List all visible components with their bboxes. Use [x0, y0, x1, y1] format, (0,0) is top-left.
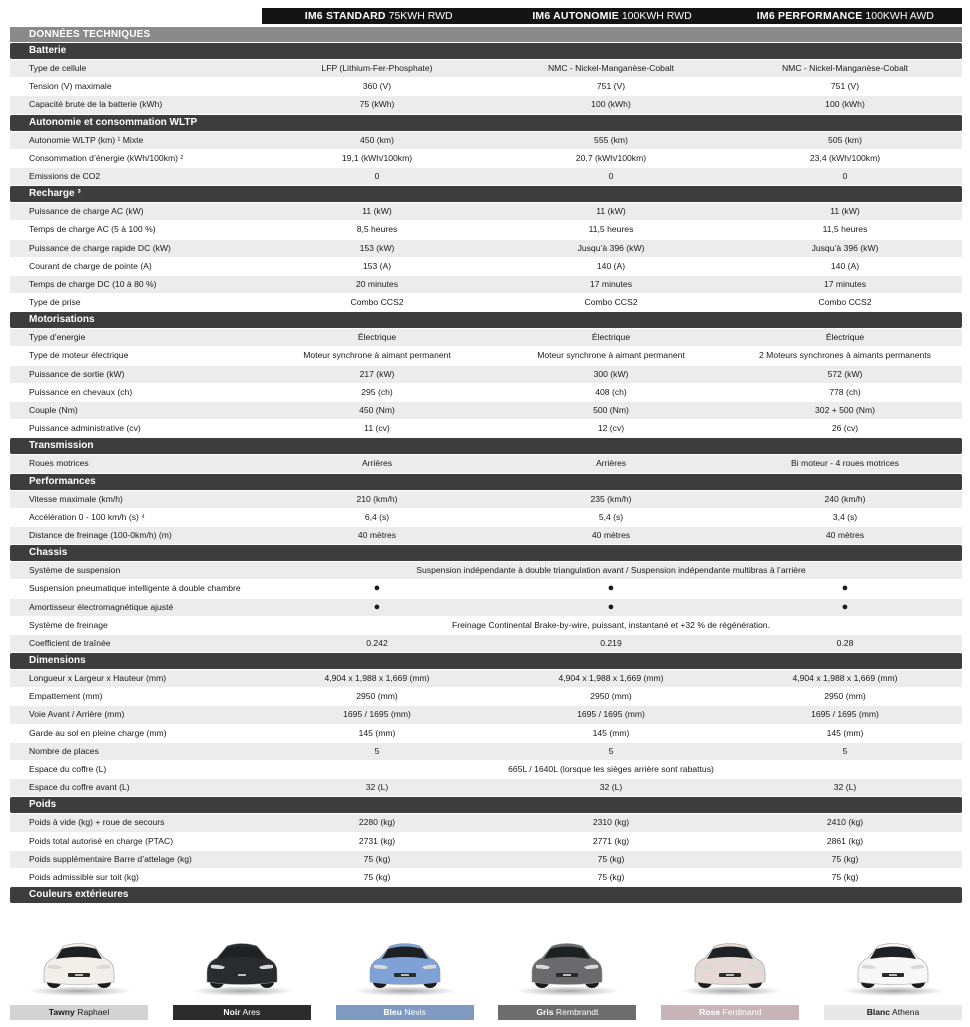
color-name: Rose	[699, 1007, 721, 1017]
spec-value: 0.219	[600, 637, 622, 648]
spec-label: Puissance de charge rapide DC (kW)	[29, 242, 171, 253]
color-option	[10, 928, 148, 1023]
spec-row	[10, 347, 962, 364]
spec-label: Roues motrices	[29, 458, 89, 469]
color-finish-name: Ferdinand	[722, 1007, 762, 1017]
color-label	[661, 1005, 799, 1020]
spec-label: Type de prise	[29, 297, 81, 308]
spec-value: 75 (kg)	[363, 853, 391, 864]
spec-label: Garde au sol en pleine charge (mm)	[29, 727, 167, 738]
spec-row	[10, 743, 962, 760]
spec-value: Moteur synchrone à aimant permanent	[303, 350, 451, 361]
spec-row	[10, 580, 962, 597]
spec-value: 4,904 x 1,988 x 1,669 (mm)	[558, 673, 664, 684]
feature-dot-icon: ●	[373, 600, 381, 613]
spec-row	[10, 617, 962, 634]
spec-row	[10, 132, 962, 149]
feature-dot-icon: ●	[607, 582, 615, 595]
spec-value: 0	[842, 170, 848, 181]
spec-value: Bi moteur - 4 roues motrices	[791, 458, 899, 469]
section-header: Performances	[10, 474, 962, 490]
spec-label: Puissance en chevaux (ch)	[29, 386, 133, 397]
spec-label: Amortisseur électromagnétique ajusté	[29, 601, 174, 612]
spec-label: Distance de freinage (100-0km/h) (m)	[29, 529, 172, 540]
spec-value: Combo CCS2	[584, 297, 638, 308]
spec-label: Suspension pneumatique intelligente à double chambre	[29, 583, 241, 594]
spec-value: 19,1 (kWh/100km)	[341, 152, 413, 163]
color-option	[336, 928, 474, 1023]
spec-row	[10, 761, 962, 778]
section-header: Autonomie et consommation WLTP	[10, 115, 962, 131]
spec-value: 11 (kW)	[362, 206, 392, 217]
spec-label: Couple (Nm)	[29, 405, 78, 415]
spec-value-shared: Suspension indépendante à double triangulation avant / Suspension indépendante multibras à l’arrière	[416, 565, 806, 576]
spec-row	[10, 527, 962, 544]
spec-value: 32 (L)	[599, 782, 623, 793]
spec-table	[10, 27, 962, 904]
spec-label: Temps de charge AC (5 à 100 %)	[29, 224, 156, 235]
spec-value: Électrique	[591, 332, 631, 343]
spec-row	[10, 60, 962, 77]
model-standard: IM6 STANDARD 75KWH RWD	[304, 10, 453, 22]
spec-label: Autonomie WLTP (km) ¹ Mixte	[29, 134, 144, 145]
spec-label: Type de cellule	[29, 63, 87, 73]
model-performance: IM6 PERFORMANCE 100KWH AWD	[756, 10, 934, 22]
spec-label: Poids total autorisé en charge (PTAC)	[29, 835, 174, 846]
spec-value: 240 (km/h)	[824, 493, 866, 504]
spec-row	[10, 366, 962, 383]
spec-label: Capacité brute de la batterie (kWh)	[29, 99, 163, 110]
spec-value: 20,7 (kWh/100km)	[575, 152, 647, 163]
spec-value: NMC - Nickel-Manganèse-Cobalt	[547, 63, 675, 73]
spec-value: 17 minutes	[823, 278, 867, 289]
spec-value-shared: 665L / 1640L (lorsque les sièges arrière sont rabattus)	[508, 764, 714, 774]
spec-value: 0.28	[836, 637, 854, 648]
section-header: Dimensions	[10, 653, 962, 669]
car-image-icon	[201, 938, 283, 990]
spec-value: 235 (km/h)	[590, 493, 632, 504]
exterior-colors	[10, 928, 962, 1023]
spec-row	[10, 851, 962, 868]
spec-value: 5	[374, 745, 380, 756]
spec-value: 100 (kWh)	[591, 99, 631, 110]
spec-value: 2771 (kg)	[592, 835, 630, 846]
spec-row	[10, 706, 962, 723]
car-image-icon	[526, 938, 608, 990]
color-name: Gris	[536, 1007, 554, 1017]
spec-value: 210 (km/h)	[356, 493, 398, 504]
color-label	[498, 1005, 636, 1020]
spec-value: 408 (ch)	[595, 386, 627, 397]
spec-value: Combo CCS2	[818, 297, 872, 308]
spec-row	[10, 221, 962, 238]
spec-label: Vitesse maximale (km/h)	[29, 493, 123, 504]
spec-value: 40 mètres	[357, 529, 397, 540]
spec-value: 145 (mm)	[826, 727, 864, 738]
spec-row	[10, 833, 962, 850]
spec-value: 2861 (kg)	[826, 835, 864, 846]
spec-value: 450 (Nm)	[359, 405, 395, 415]
spec-value: 8,5 heures	[356, 224, 398, 235]
spec-row	[10, 240, 962, 257]
spec-value: 5,4 (s)	[598, 511, 624, 522]
spec-value: 2950 (mm)	[356, 691, 398, 702]
spec-value: 4,904 x 1,988 x 1,669 (mm)	[792, 673, 898, 684]
spec-value: 75 (kg)	[597, 853, 625, 864]
spec-label: Poids admissible sur toit (kg)	[29, 871, 139, 882]
spec-value: 505 (km)	[828, 134, 862, 145]
spec-label: Poids supplémentaire Barre d’attelage (kg)	[29, 853, 192, 864]
color-finish-name: Ares	[242, 1007, 261, 1017]
car-image-icon	[364, 938, 446, 990]
spec-value: 6,4 (s)	[364, 511, 390, 522]
spec-label: Voie Avant / Arrière (mm)	[29, 709, 125, 720]
spec-value: 2410 (kg)	[826, 817, 864, 828]
spec-value: 11 (kW)	[830, 206, 860, 217]
spec-label: Consommation d’énergie (kWh/100km) ²	[29, 152, 184, 163]
color-finish-name: Nevis	[404, 1007, 426, 1017]
spec-value: Électrique	[825, 332, 865, 343]
spec-label: Temps de charge DC (10 à 80 %)	[29, 278, 157, 289]
spec-value: 2950 (mm)	[824, 691, 866, 702]
spec-row	[10, 599, 962, 616]
spec-value: 145 (mm)	[592, 727, 630, 738]
spec-value: 153 (kW)	[359, 242, 395, 253]
feature-dot-icon: ●	[841, 582, 849, 595]
spec-label: Type d’energie	[29, 332, 86, 343]
spec-value: 75 (kg)	[597, 871, 625, 882]
spec-value: 32 (L)	[365, 782, 389, 793]
spec-row	[10, 509, 962, 526]
feature-dot-icon: ●	[841, 600, 849, 613]
spec-row	[10, 869, 962, 886]
spec-value: 11 (cv)	[364, 423, 390, 434]
section-header: Couleurs extérieures	[10, 887, 962, 903]
spec-value: 0.242	[366, 637, 388, 648]
spec-row	[10, 455, 962, 472]
spec-value: 75 (kg)	[831, 853, 859, 864]
spec-row	[10, 562, 962, 579]
spec-value: 302 + 500 (Nm)	[815, 405, 875, 415]
spec-row	[10, 670, 962, 687]
spec-row	[10, 635, 962, 652]
spec-value: 500 (Nm)	[593, 405, 629, 415]
model-header	[262, 8, 962, 24]
section-header: Poids	[10, 797, 962, 813]
spec-value: 0	[374, 170, 380, 181]
spec-value: 75 (kg)	[831, 871, 859, 882]
spec-row	[10, 203, 962, 220]
spec-value: 2280 (kg)	[358, 817, 396, 828]
section-header: Chassis	[10, 545, 962, 561]
spec-value: Arrières	[595, 458, 627, 469]
spec-label: Poids à vide (kg) + roue de secours	[29, 817, 165, 828]
spec-label: Système de freinage	[29, 619, 108, 630]
spec-value: 2310 (kg)	[592, 817, 630, 828]
spec-value: 572 (kW)	[827, 368, 863, 379]
spec-row	[10, 329, 962, 346]
spec-label: Tension (V) maximale	[29, 81, 112, 92]
spec-label: Puissance administrative (cv)	[29, 423, 141, 434]
spec-value: 2950 (mm)	[590, 691, 632, 702]
color-finish-name: Rembrandt	[555, 1007, 599, 1017]
color-label	[173, 1005, 311, 1020]
spec-value: 75 (kg)	[363, 871, 391, 882]
spec-row	[10, 491, 962, 508]
spec-row	[10, 725, 962, 742]
spec-value: 2 Moteurs synchrones à aimants permanents	[759, 350, 931, 361]
spec-value: 153 (A)	[362, 260, 392, 271]
spec-value: 778 (ch)	[829, 386, 861, 397]
car-image-icon	[38, 938, 120, 990]
color-label	[824, 1005, 962, 1020]
spec-value: 26 (cv)	[831, 423, 859, 434]
spec-value: 17 minutes	[589, 278, 633, 289]
car-image-icon	[852, 938, 934, 990]
spec-label: Espace du coffre avant (L)	[29, 782, 130, 793]
spec-label: Longueur x Largeur x Hauteur (mm)	[29, 673, 167, 684]
spec-value: 40 mètres	[825, 529, 865, 540]
spec-row	[10, 150, 962, 167]
spec-label: Nombre de places	[29, 745, 99, 756]
spec-value: Arrières	[361, 458, 393, 469]
spec-label: Puissance de charge AC (kW)	[29, 206, 144, 217]
spec-value: 23,4 (kWh/100km)	[809, 152, 881, 163]
spec-label: Type de moteur électrique	[29, 350, 129, 361]
spec-value: 11,5 heures	[822, 224, 868, 235]
spec-value: 3,4 (s)	[832, 511, 858, 522]
spec-value: 5	[608, 745, 614, 756]
spec-value: 100 (kWh)	[825, 99, 865, 110]
feature-dot-icon: ●	[607, 600, 615, 613]
spec-value: 5	[842, 745, 848, 756]
spec-row	[10, 688, 962, 705]
spec-row	[10, 294, 962, 311]
spec-value: 75 (kWh)	[359, 99, 395, 110]
spec-value: 20 minutes	[355, 278, 399, 289]
color-option	[173, 928, 311, 1023]
spec-value: 140 (A)	[830, 260, 860, 271]
spec-label: Accélération 0 - 100 km/h (s) ⁴	[29, 511, 145, 522]
spec-value: Jusqu’à 396 (kW)	[577, 242, 645, 253]
color-name: Bleu	[383, 1007, 402, 1017]
spec-label: Système de suspension	[29, 565, 121, 576]
spec-label: Puissance de sortie (kW)	[29, 368, 125, 379]
spec-row	[10, 779, 962, 796]
color-name: Tawny	[48, 1007, 75, 1017]
spec-row	[10, 168, 962, 185]
section-header: Transmission	[10, 438, 962, 454]
spec-value: Jusqu’à 396 (kW)	[811, 242, 879, 253]
page-title: DONNÉES TECHNIQUES	[10, 27, 962, 42]
spec-value: 4,904 x 1,988 x 1,669 (mm)	[324, 673, 430, 684]
spec-value: LFP (Lithium-Fer-Phosphate)	[321, 63, 433, 73]
spec-value: 40 mètres	[591, 529, 631, 540]
color-name: Blanc	[866, 1007, 891, 1017]
spec-value: 12 (cv)	[597, 423, 625, 434]
spec-value: 11,5 heures	[588, 224, 634, 235]
spec-row	[10, 814, 962, 831]
color-option	[824, 928, 962, 1023]
spec-value: 32 (L)	[833, 782, 857, 793]
section-header: Motorisations	[10, 312, 962, 328]
spec-value: 1695 / 1695 (mm)	[811, 709, 879, 720]
spec-value: 140 (A)	[596, 260, 626, 271]
spec-value: 751 (V)	[830, 81, 860, 92]
spec-value: Combo CCS2	[350, 297, 404, 308]
color-finish-name: Athena	[892, 1007, 920, 1017]
color-option	[498, 928, 636, 1023]
spec-value: Électrique	[357, 332, 397, 343]
spec-row	[10, 96, 962, 113]
color-label	[336, 1005, 474, 1020]
spec-value: 0	[608, 170, 614, 181]
spec-label: Courant de charge de pointe (A)	[29, 260, 152, 271]
spec-value: NMC - Nickel-Manganèse-Cobalt	[781, 63, 909, 73]
spec-row	[10, 78, 962, 95]
feature-dot-icon: ●	[373, 582, 381, 595]
spec-value: 555 (km)	[594, 134, 628, 145]
spec-value: 1695 / 1695 (mm)	[577, 709, 645, 720]
spec-label: Emissions de CO2	[29, 170, 101, 181]
spec-row	[10, 402, 962, 419]
spec-value: 145 (mm)	[358, 727, 396, 738]
spec-value: 751 (V)	[596, 81, 626, 92]
spec-value: 300 (kW)	[593, 368, 629, 379]
spec-label: Coefficient de traînée	[29, 637, 111, 648]
spec-row	[10, 384, 962, 401]
spec-label: Empattement (mm)	[29, 691, 103, 702]
color-label	[10, 1005, 148, 1020]
spec-value: 450 (km)	[360, 134, 394, 145]
spec-row	[10, 420, 962, 437]
color-name: Noir	[223, 1007, 241, 1017]
spec-row	[10, 258, 962, 275]
spec-value: 217 (kW)	[359, 368, 395, 379]
spec-row	[10, 276, 962, 293]
spec-value: 11 (kW)	[596, 206, 626, 217]
color-finish-name: Raphael	[77, 1007, 110, 1017]
color-option	[661, 928, 799, 1023]
spec-value: Moteur synchrone à aimant permanent	[537, 350, 685, 361]
model-autonomie: IM6 AUTONOMIE 100KWH RWD	[532, 10, 692, 22]
spec-value: 360 (V)	[362, 81, 392, 92]
spec-value-shared: Freinage Continental Brake-by-wire, puissant, instantané et +32 % de régénération.	[452, 619, 770, 630]
spec-value: 1695 / 1695 (mm)	[343, 709, 411, 720]
section-header: Recharge ³	[10, 186, 962, 202]
spec-value: 295 (ch)	[361, 386, 393, 397]
car-image-icon	[689, 938, 771, 990]
spec-label: Espace du coffre (L)	[29, 764, 107, 774]
section-header: Batterie	[10, 43, 962, 59]
spec-value: 2731 (kg)	[358, 835, 396, 846]
